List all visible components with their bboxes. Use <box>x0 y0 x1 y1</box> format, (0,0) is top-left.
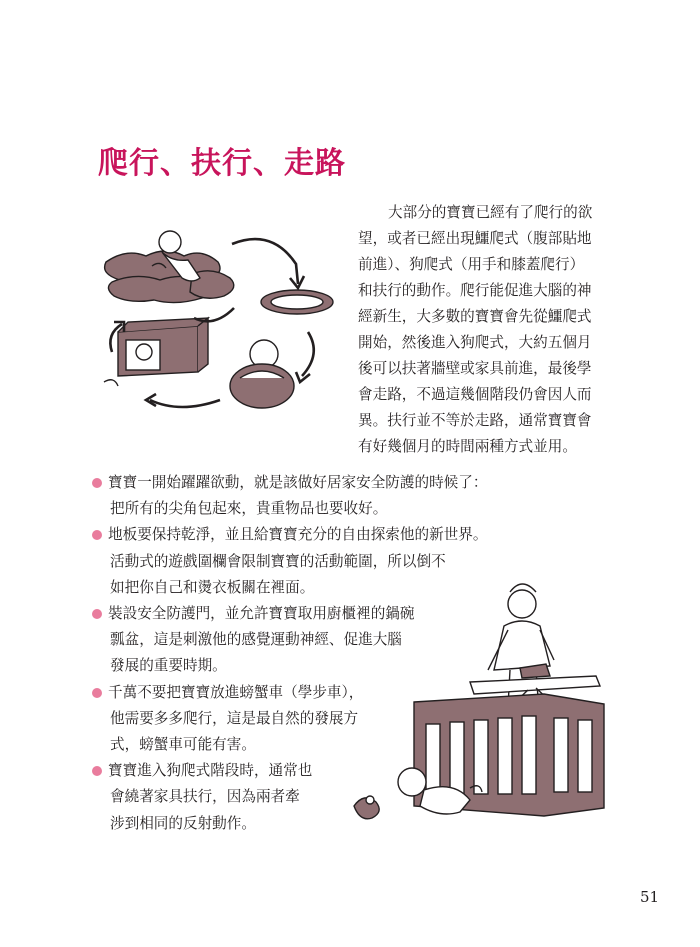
bullet-line: 寶寶一開始躍躍欲動，就是該做好居家安全防護的時候了： <box>108 474 488 491</box>
page-title: 爬行、扶行、走路 <box>98 146 346 181</box>
list-item <box>92 758 552 837</box>
bullet-line: 裝設安全防護門，並允許寶寶取用廚櫃裡的鍋碗 <box>108 605 415 623</box>
bullet-line: 活動式的遊戲圍欄會限制寶寶的活動範圍，所以倒不 <box>110 552 446 570</box>
bullet-line: 他需要多多爬行，這是最自然的發展方 <box>110 709 359 727</box>
intro-line: 開始，然後進入狗爬式，大約五個月 <box>358 334 592 351</box>
bullet-line: 把所有的尖角包起來，貴重物品也要收好。 <box>110 500 388 518</box>
intro-line: 會走路，不過這幾個階段仍會因人而 <box>358 386 592 403</box>
bullet-line: 如把你自己和燙衣板關在裡面。 <box>110 578 315 596</box>
page-number: 51 <box>640 888 660 906</box>
bullet-list <box>92 470 552 837</box>
list-item <box>92 601 552 680</box>
bullet-dot-icon <box>92 688 102 698</box>
intro-paragraph <box>358 200 643 460</box>
bullet-line: 寶寶進入狗爬式階段時，通常也 <box>108 762 313 780</box>
bullet-dot-icon <box>92 478 102 488</box>
list-item <box>92 522 552 601</box>
bullet-line: 式，螃蟹車可能有害。 <box>110 736 256 754</box>
intro-line: 異。扶行並不等於走路，通常寶寶會 <box>358 412 592 429</box>
crawling-cycle-illustration <box>92 222 342 422</box>
bullet-line: 發展的重要時期。 <box>110 657 227 675</box>
intro-line: 有好幾個月的時間兩種方式並用。 <box>358 438 577 455</box>
intro-line: 望，或者已經出現鱷爬式（腹部貼地 <box>358 230 592 247</box>
intro-line: 經新生，大多數的寶寶會先從鱷爬式 <box>358 308 592 325</box>
intro-line: 前進）、狗爬式（用手和膝蓋爬行） <box>358 256 585 273</box>
bullet-line: 千萬不要把寶寶放進螃蟹車（學步車）， <box>108 683 364 701</box>
bullet-line: 地板要保持乾淨，並且給寶寶充分的自由探索他的新世界。 <box>108 526 488 544</box>
intro-line: 大部分的寶寶已經有了爬行的欲 <box>388 204 593 221</box>
bullet-line: 涉到相同的反射動作。 <box>110 814 256 832</box>
list-item <box>92 680 552 759</box>
intro-line: 和扶行的動作。爬行能促進大腦的神 <box>358 282 592 299</box>
bullet-dot-icon <box>92 609 102 619</box>
list-item <box>92 470 552 522</box>
bullet-line: 會繞著家具扶行，因為兩者牽 <box>110 788 300 806</box>
bullet-line: 瓢盆，這是刺激他的感覺運動神經、促進大腦 <box>110 631 402 649</box>
intro-line: 後可以扶著牆壁或家具前進，最後學 <box>358 360 592 377</box>
